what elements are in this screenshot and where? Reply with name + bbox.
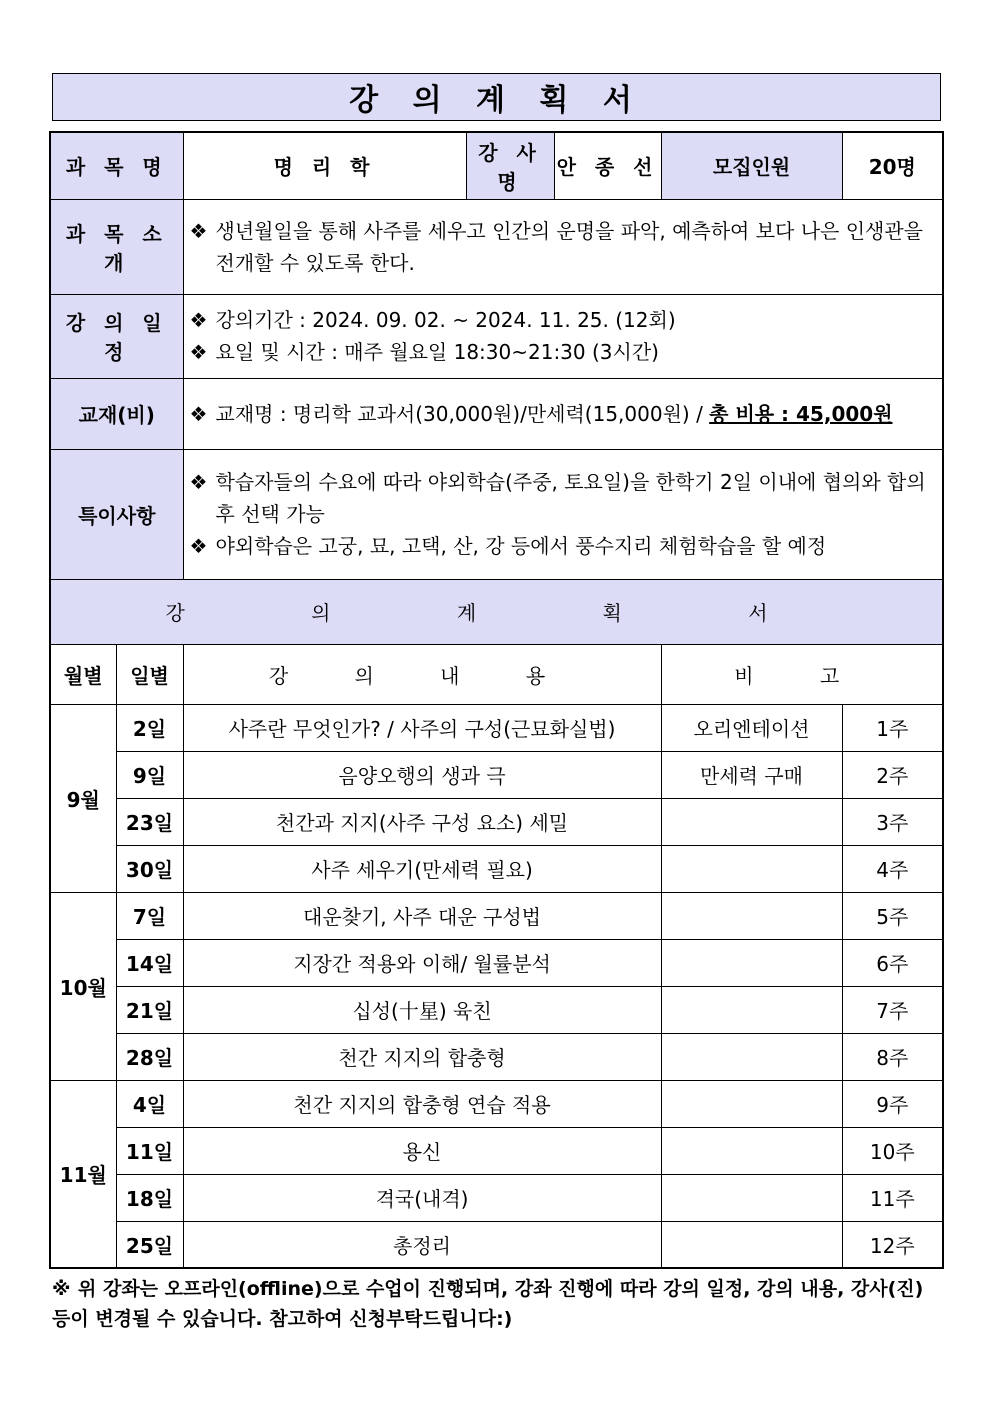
footnote (52, 1274, 945, 1334)
week-cell: 8주 (842, 1033, 943, 1080)
plan-section-title: 강 의 계 획 서 (50, 579, 943, 644)
note-cell (661, 1221, 842, 1268)
week-cell: 1주 (842, 704, 943, 751)
day-cell: 7일 (116, 892, 183, 939)
day-cell: 28일 (116, 1033, 183, 1080)
week-cell: 3주 (842, 798, 943, 845)
week-cell: 10주 (842, 1127, 943, 1174)
week-cell: 2주 (842, 751, 943, 798)
remark-header: 비 고 (661, 644, 943, 704)
day-cell: 18일 (116, 1174, 183, 1221)
subject-label: 과 목 명 (50, 132, 183, 199)
note-cell (661, 939, 842, 986)
textbook-bullet (190, 398, 935, 430)
week-cell: 11주 (842, 1174, 943, 1221)
schedule-label: 강 의 일 정 (50, 294, 183, 378)
bullet-marker: ❖ (189, 218, 208, 243)
week-cell: 4주 (842, 845, 943, 892)
note-cell (661, 892, 842, 939)
content-cell: 사주 세우기(만세력 필요) (183, 845, 661, 892)
note-cell: 만세력 구매 (661, 751, 842, 798)
table-row (50, 751, 943, 798)
content-cell: 격국(내격) (183, 1174, 661, 1221)
day-cell: 23일 (116, 798, 183, 845)
special-label: 특이사항 (50, 449, 183, 579)
note-cell (661, 798, 842, 845)
bullet-marker: ❖ (189, 470, 208, 494)
day-cell: 25일 (116, 1221, 183, 1268)
textbook-text: 교재명 : 명리학 교과서(30,000원)/만세력(15,000원) / (215, 401, 710, 426)
schedule-content (183, 294, 943, 378)
week-cell: 6주 (842, 939, 943, 986)
table-row (50, 986, 943, 1033)
note-cell (661, 1080, 842, 1127)
content-cell: 음양오행의 생과 극 (183, 751, 661, 798)
week-cell: 12주 (842, 1221, 943, 1268)
content-cell: 대운찾기, 사주 대운 구성법 (183, 892, 661, 939)
capacity-label: 모집인원 (661, 132, 842, 199)
note-cell: 오리엔테이션 (661, 704, 842, 751)
schedule-bullet (190, 336, 935, 368)
table-row (50, 845, 943, 892)
intro-content (183, 199, 943, 294)
subject-value: 명 리 학 (183, 132, 466, 199)
content-cell: 천간 지지의 합충형 (183, 1033, 661, 1080)
document-title: 강 의 계 획 서 (52, 73, 941, 121)
table-row (50, 1080, 943, 1127)
day-cell: 2일 (116, 704, 183, 751)
footnote-marker: ※ (52, 1278, 71, 1300)
day-cell: 21일 (116, 986, 183, 1033)
day-header: 일별 (116, 644, 183, 704)
table-row (50, 939, 943, 986)
bullet-marker: ❖ (189, 401, 208, 426)
note-cell (661, 1174, 842, 1221)
bullet-marker: ❖ (189, 534, 208, 558)
instructor-label: 강 사 명 (466, 132, 554, 199)
content-cell: 총정리 (183, 1221, 661, 1268)
bullet-marker: ❖ (189, 340, 208, 364)
content-cell: 천간 지지의 합충형 연습 적용 (183, 1080, 661, 1127)
schedule-period: 강의기간 : 2024. 09. 02. ~ 2024. 11. 25. (12회) (215, 308, 676, 332)
table-row (50, 1127, 943, 1174)
special-line: 야외학습은 고궁, 묘, 고택, 산, 강 등에서 풍수지리 체험학습을 할 예정 (215, 534, 827, 558)
content-cell: 십성(十星) 육친 (183, 986, 661, 1033)
table-row (50, 892, 943, 939)
schedule-time: 요일 및 시간 : 매주 월요일 18:30~21:30 (3시간) (215, 340, 659, 364)
table-row (50, 1221, 943, 1268)
schedule-bullet (190, 304, 935, 336)
content-header: 강 의 내 용 (183, 644, 661, 704)
instructor-value: 안 종 선 (554, 132, 661, 199)
table-row (50, 798, 943, 845)
course-plan-table (49, 131, 944, 1269)
month-cell: 10월 (50, 892, 116, 1080)
intro-label: 과 목 소 개 (50, 199, 183, 294)
textbook-label: 교재(비) (50, 378, 183, 449)
special-bullet (190, 466, 935, 530)
note-cell (661, 1127, 842, 1174)
content-cell: 용신 (183, 1127, 661, 1174)
special-bullet (190, 530, 935, 562)
textbook-content (183, 378, 943, 449)
content-cell: 사주란 무엇인가? / 사주의 구성(근묘화실법) (183, 704, 661, 751)
table-row (50, 1174, 943, 1221)
note-cell (661, 845, 842, 892)
content-cell: 천간과 지지(사주 구성 요소) 세밀 (183, 798, 661, 845)
content-cell: 지장간 적용와 이해/ 월률분석 (183, 939, 661, 986)
table-row (50, 1033, 943, 1080)
day-cell: 11일 (116, 1127, 183, 1174)
intro-bullet (190, 215, 935, 279)
capacity-value: 20명 (842, 132, 943, 199)
note-cell (661, 986, 842, 1033)
day-cell: 14일 (116, 939, 183, 986)
week-cell: 5주 (842, 892, 943, 939)
special-content (183, 449, 943, 579)
month-cell: 9월 (50, 704, 116, 892)
day-cell: 9일 (116, 751, 183, 798)
week-cell: 9주 (842, 1080, 943, 1127)
note-cell (661, 1033, 842, 1080)
month-header: 월별 (50, 644, 116, 704)
special-line: 학습자들의 수요에 따라 야외학습(주중, 토요일)을 한학기 2일 이내에 협의와 합의 후 선택 가능 (215, 470, 926, 526)
week-cell: 7주 (842, 986, 943, 1033)
table-row (50, 704, 943, 751)
intro-line: 생년월일을 통해 사주를 세우고 인간의 운명을 파악, 예측하여 보다 나은 인생관을 전개할 수 있도록 한다. (215, 218, 924, 275)
day-cell: 4일 (116, 1080, 183, 1127)
bullet-marker: ❖ (189, 308, 208, 332)
month-cell: 11월 (50, 1080, 116, 1268)
day-cell: 30일 (116, 845, 183, 892)
total-cost: 총 비용 : 45,000원 (709, 401, 893, 426)
footnote-text: 위 강좌는 오프라인(offline)으로 수업이 진행되며, 강좌 진행에 따라 강의 일정, 강의 내용, 강사(진) 등이 변경될 수 있습니다. 참고하여 신청부탁드립니다:) (52, 1278, 924, 1330)
